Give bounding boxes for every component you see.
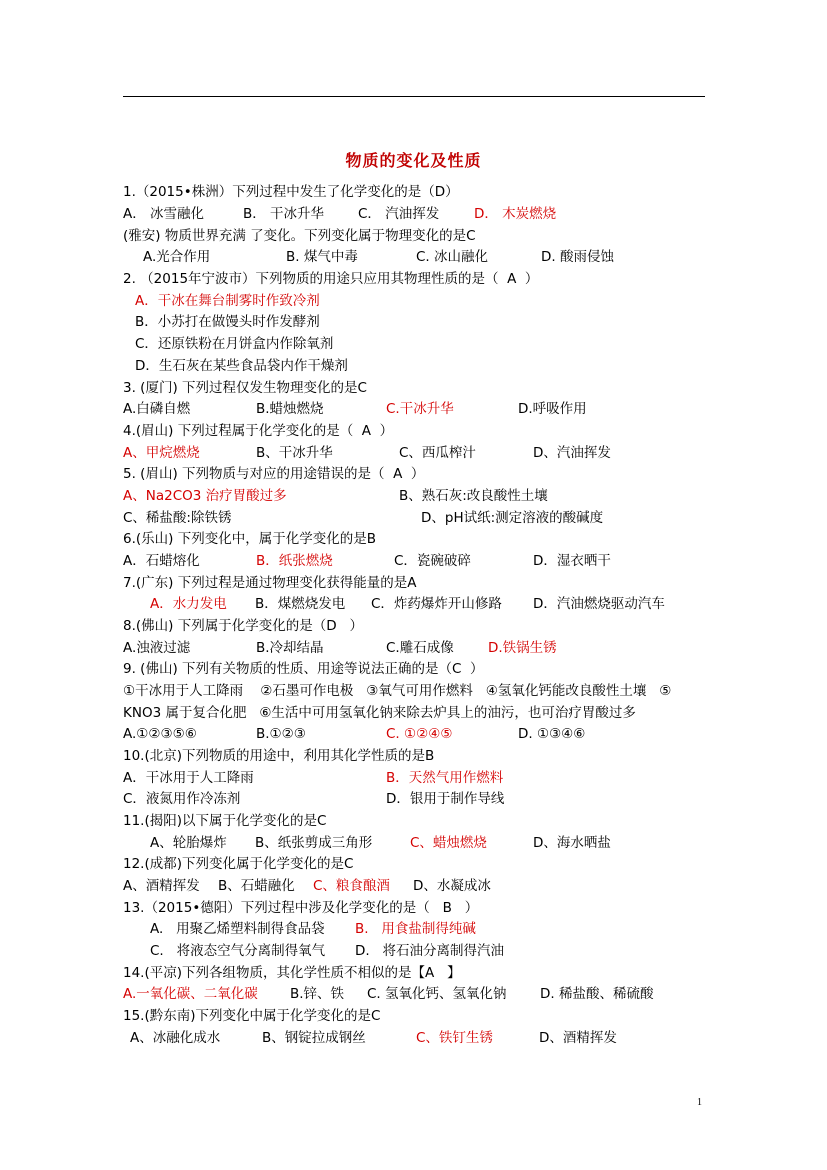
text-line <box>123 963 461 983</box>
text-line <box>123 681 671 701</box>
text-line <box>123 768 504 788</box>
text-segment: D.呼吸作用 <box>518 401 587 417</box>
text-line <box>123 811 326 831</box>
answer-option: A、Na2CO3 治疗胃酸过多 <box>123 488 287 504</box>
answer-option: A.一氧化碳、二氧化碳 <box>123 986 258 1002</box>
text-segment: D．生石灰在某些食品袋内作干燥剂 <box>135 358 348 374</box>
text-line <box>123 1006 380 1026</box>
text-line <box>135 312 320 332</box>
text-line <box>123 746 434 766</box>
text-segment: A．干冰用于人工降雨 <box>123 770 254 786</box>
text-line <box>123 486 548 506</box>
text-segment: B.蜡烛燃烧 <box>256 401 324 417</box>
text-segment: A.①②③⑤⑥ <box>123 726 197 742</box>
text-segment: C. 冰山融化 <box>416 249 489 265</box>
text-line <box>123 854 353 874</box>
text-line <box>123 508 604 528</box>
text-segment: 7.(广东) 下列过程是通过物理变化获得能量的是A <box>123 575 417 591</box>
text-line <box>150 919 476 939</box>
text-segment: B、钢锭拉成钢丝 <box>262 1030 366 1046</box>
text-segment: A． 冰雪融化 <box>123 206 205 222</box>
text-segment: B．小苏打在做馒头时作发酵剂 <box>135 314 320 330</box>
text-segment: (雅安) 物质世界充满 了变化。下列变化属于物理变化的是C <box>123 228 476 244</box>
text-line <box>150 594 665 614</box>
document-title: 物质的变化及性质 <box>345 151 482 170</box>
text-line <box>123 616 363 636</box>
text-segment: D．湿衣晒干 <box>533 553 611 569</box>
page-number: 1 <box>697 1097 702 1108</box>
header-rule <box>123 96 705 97</box>
text-segment: B． 干冰升华 <box>243 206 325 222</box>
answer-option: C、蜡烛燃烧 <box>410 835 487 851</box>
text-segment: A、轮胎爆炸 <box>150 835 227 851</box>
text-line <box>123 724 586 744</box>
answer-option: A．水力发电 <box>150 596 227 612</box>
text-segment: D. 稀盐酸、稀硫酸 <box>540 986 654 1002</box>
text-segment: D. 将石油分离制得汽油 <box>355 943 505 959</box>
answer-option: B. 用食盐制得纯碱 <box>355 921 476 937</box>
answer-option: D． 木炭燃烧 <box>474 206 557 222</box>
text-line <box>143 247 614 267</box>
text-line <box>123 789 505 809</box>
text-line <box>123 378 367 398</box>
answer-option: A、甲烷燃烧 <box>123 445 200 461</box>
answer-option: B．天然气用作燃料 <box>386 770 504 786</box>
text-segment: 6.(乐山) 下列变化中，属于化学变化的是B <box>123 531 376 547</box>
text-line <box>135 291 320 311</box>
text-segment: 5. (眉山) 下列物质与对应的用途错误的是（ A ） <box>123 466 425 482</box>
text-segment: 12.(成都)下列变化属于化学变化的是C <box>123 856 354 872</box>
text-segment: 1.（2015•株洲）下列过程中发生了化学变化的是（D） <box>123 184 459 200</box>
text-segment: A．石蜡熔化 <box>123 553 200 569</box>
answer-option: C、铁钉生锈 <box>416 1030 493 1046</box>
text-segment: 11.(揭阳)以下属于化学变化的是C <box>123 813 327 829</box>
text-segment: B.锌、铁 <box>290 986 345 1002</box>
answer-option: D.铁锅生锈 <box>488 640 557 656</box>
text-segment: C、西瓜榨汁 <box>399 445 476 461</box>
text-line <box>123 898 478 918</box>
text-segment: D、pH试纸:测定溶液的酸碱度 <box>421 510 604 526</box>
text-segment: C．还原铁粉在月饼盒内作除氧剂 <box>135 336 334 352</box>
text-line <box>123 204 557 224</box>
text-line <box>123 551 611 571</box>
text-segment: D、海水晒盐 <box>533 835 611 851</box>
text-line <box>123 659 484 679</box>
answer-option: C、粮食酿酒 <box>313 878 390 894</box>
text-segment: A.白磷自燃 <box>123 401 191 417</box>
text-segment: KNO3 属于复合化肥 ⑥生活中可用氢氧化钠来除去炉具上的油污，也可治疗胃酸过多 <box>123 705 636 721</box>
text-line <box>135 334 333 354</box>
text-line <box>123 226 476 246</box>
text-segment: C． 汽油挥发 <box>358 206 440 222</box>
text-segment: D、酒精挥发 <box>539 1030 617 1046</box>
text-line <box>123 182 459 202</box>
text-segment: 14.(平凉)下列各组物质，其化学性质不相似的是【A 】 <box>123 965 461 981</box>
text-segment: C. 氢氧化钙、氢氧化钠 <box>367 986 507 1002</box>
text-segment: 15.(黔东南)下列变化中属于化学变化的是C <box>123 1008 381 1024</box>
answer-option: C.干冰升华 <box>386 401 454 417</box>
text-segment: ①干冰用于人工降雨 ②石墨可作电极 ③氧气可用作燃料 ④氢氧化钙能改良酸性土壤 ⑤ <box>123 683 672 699</box>
text-line <box>123 399 587 419</box>
text-line <box>123 464 424 484</box>
text-line <box>123 269 538 289</box>
text-line <box>135 356 348 376</box>
text-segment: D、汽油挥发 <box>533 445 611 461</box>
text-segment: B、石蜡融化 <box>218 878 295 894</box>
text-segment: A.浊液过滤 <box>123 640 191 656</box>
text-segment: C．液氮用作冷冻剂 <box>123 791 241 807</box>
text-segment: B、纸张剪成三角形 <box>255 835 373 851</box>
text-segment: C.雕石成像 <box>386 640 454 656</box>
text-segment: B.冷却结晶 <box>256 640 324 656</box>
text-line <box>123 984 654 1004</box>
text-segment: 9. (佛山) 下列有关物质的性质、用途等说法正确的是（C ） <box>123 661 484 677</box>
text-segment: D．银用于制作导线 <box>386 791 505 807</box>
text-segment: C、稀盐酸:除铁锈 <box>123 510 232 526</box>
text-segment: D、水凝成冰 <box>413 878 491 894</box>
answer-option: C. ①②④⑤ <box>386 726 453 742</box>
text-segment: D．汽油燃烧驱动汽车 <box>533 596 665 612</box>
text-segment: A、冰融化成水 <box>130 1030 221 1046</box>
text-segment: B、干冰升华 <box>256 445 333 461</box>
text-segment: B、熟石灰:改良酸性土壤 <box>399 488 548 504</box>
text-segment: D. 酸雨侵蚀 <box>541 249 614 265</box>
text-segment: 13.（2015•德阳）下列过程中涉及化学变化的是（ B ） <box>123 900 479 916</box>
text-segment: 10.(北京)下列物质的用途中，利用其化学性质的是B <box>123 748 435 764</box>
text-line <box>150 941 505 961</box>
text-segment: B．煤燃烧发电 <box>255 596 346 612</box>
text-segment: C．炸药爆炸开山修路 <box>371 596 502 612</box>
text-segment: 4.(眉山) 下列过程属于化学变化的是（ A ） <box>123 423 394 439</box>
text-segment: 8.(佛山) 下列属于化学变化的是（D ） <box>123 618 363 634</box>
text-line <box>123 703 636 723</box>
text-line <box>123 443 611 463</box>
text-line <box>130 1028 617 1048</box>
text-segment: B.①②③ <box>256 726 306 742</box>
text-segment: A.光合作用 <box>143 249 211 265</box>
text-line <box>123 638 557 658</box>
text-segment: 2. （2015年宁波市）下列物质的用途只应用其物理性质的是（ A ） <box>123 271 539 287</box>
text-line <box>123 421 393 441</box>
text-segment: A. 用聚乙烯塑料制得食品袋 <box>150 921 325 937</box>
text-line <box>150 833 611 853</box>
text-segment: 3. (厦门) 下列过程仅发生物理变化的是C <box>123 380 367 396</box>
text-line <box>123 876 491 896</box>
text-segment: B. 煤气中毒 <box>286 249 358 265</box>
text-segment: C．瓷碗破碎 <box>394 553 471 569</box>
text-segment: D. ①③④⑥ <box>518 726 586 742</box>
text-segment: A、酒精挥发 <box>123 878 200 894</box>
text-segment: C. 将液态空气分离制得氧气 <box>150 943 326 959</box>
answer-option: A．干冰在舞台制雾时作致冷剂 <box>135 293 320 309</box>
answer-option: B．纸张燃烧 <box>256 553 333 569</box>
text-line <box>123 573 416 593</box>
text-line <box>123 529 376 549</box>
